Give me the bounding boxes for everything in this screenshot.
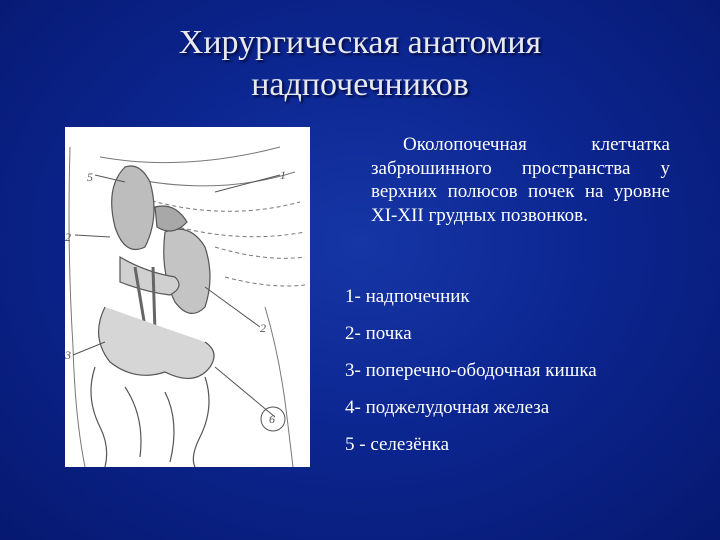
- slide-title-line-1: Хирургическая анатомия: [178, 24, 542, 61]
- legend-list: [345, 284, 685, 469]
- anatomy-illustration: [65, 127, 310, 467]
- legend-item-5: 5 - селезёнка: [345, 434, 450, 455]
- figure-label-6: 6: [269, 412, 275, 426]
- figure-label-1: 1: [280, 168, 286, 182]
- figure-label-2-left: 2: [65, 230, 71, 244]
- figure-label-5: 5: [87, 170, 93, 184]
- figure-label-2-right: 2: [260, 321, 266, 335]
- description-text: Околопочечная клетчатка забрюшинного пространства у верхних полюсов почек на уровне XI-XII грудных позвонков.: [371, 134, 670, 226]
- legend-item-4: 4- поджелудочная железа: [345, 397, 550, 418]
- legend-item-1: 1- надпочечник: [345, 286, 470, 307]
- legend-item-2: 2- почка: [345, 323, 412, 344]
- legend-item-3: 3- поперечно-ободочная кишка: [345, 360, 597, 381]
- slide-title: [0, 22, 720, 106]
- figure-label-3: 3: [65, 348, 71, 362]
- slide-title-line-2: надпочечников: [251, 66, 469, 103]
